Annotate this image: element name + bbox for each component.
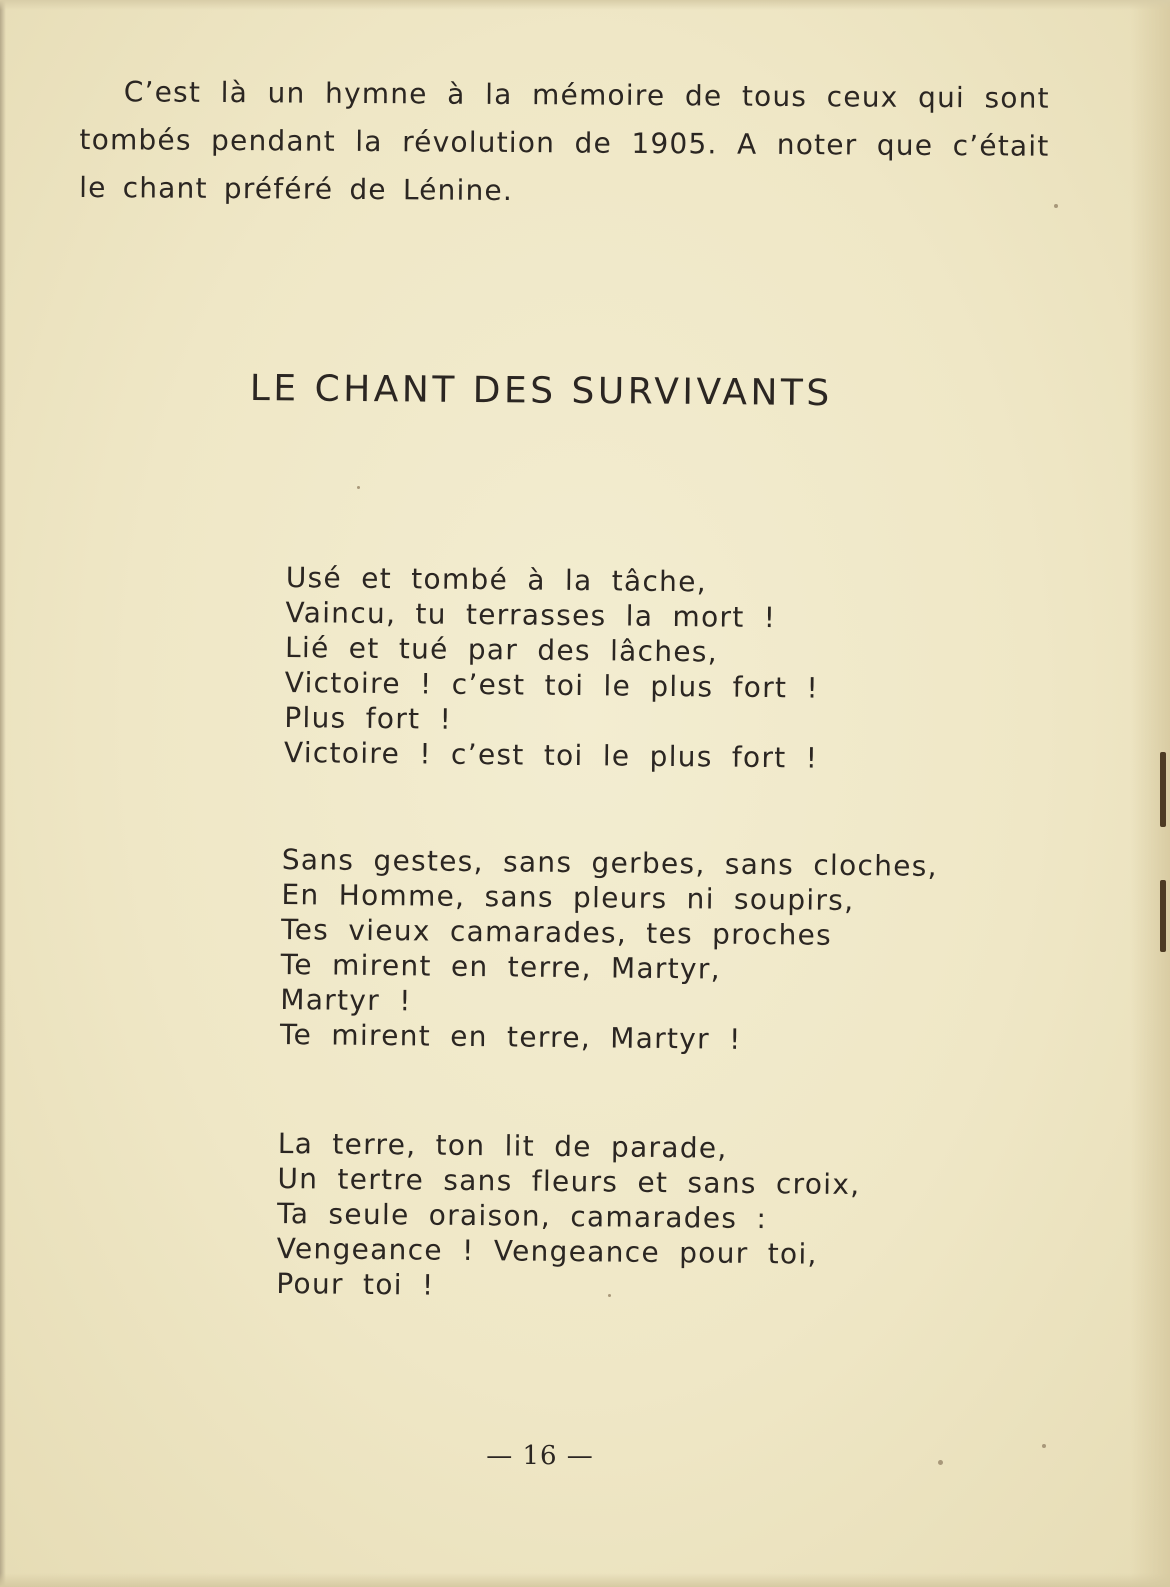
- verse-line: Un tertre sans fleurs et sans croix,: [277, 1161, 861, 1202]
- page-number: — 16 —: [486, 1441, 594, 1471]
- verse-line: Victoire ! c’est toi le plus fort !: [283, 735, 819, 775]
- page-left-edge: [0, 0, 6, 1587]
- intro-paragraph: C’est là un hymne à la mémoire de tous ceux qui sont tombés pendant la révolution de 1905. A noter que c’était le chant préféré de Lénine.: [79, 75, 1050, 208]
- page-top-edge: [0, 0, 1170, 10]
- verse-line: Ta seule oraison, camarades :: [276, 1196, 768, 1236]
- stanza-1: [284, 560, 820, 776]
- page-bottom-edge: [0, 1573, 1170, 1587]
- verse-line: Pour toi !: [276, 1266, 435, 1302]
- verse-line: Vengeance ! Vengeance pour toi,: [276, 1231, 818, 1271]
- verse-line: Lié et tué par des lâches,: [284, 630, 719, 669]
- binding-stain: [1160, 752, 1166, 827]
- binding-stain: [1160, 880, 1166, 952]
- verse-line: Tes vieux camarades, tes proches: [280, 912, 833, 952]
- verse-line: En Homme, sans pleurs ni soupirs,: [281, 877, 855, 917]
- paper-speck: [357, 486, 360, 489]
- verse-line: Sans gestes, sans gerbes, sans cloches,: [281, 842, 939, 883]
- stanza-2: [280, 842, 938, 1059]
- verse-line: Usé et tombé à la tâche,: [285, 560, 708, 599]
- verse-line: Te mirent en terre, Martyr,: [280, 947, 722, 986]
- paper-speck: [1054, 204, 1058, 208]
- stanza-3: [276, 1126, 861, 1307]
- verse-line: Martyr !: [280, 982, 412, 1018]
- verse-line: Vaincu, tu terrasses la mort !: [285, 595, 777, 635]
- verse-line: Victoire ! c’est toi le plus fort !: [284, 665, 820, 705]
- verse-line: La terre, ton lit de parade,: [277, 1127, 728, 1165]
- verse-line: Plus fort !: [284, 700, 453, 736]
- verse-line: Te mirent en terre, Martyr !: [279, 1017, 742, 1056]
- song-title: LE CHANT DES SURVIVANTS: [249, 368, 833, 415]
